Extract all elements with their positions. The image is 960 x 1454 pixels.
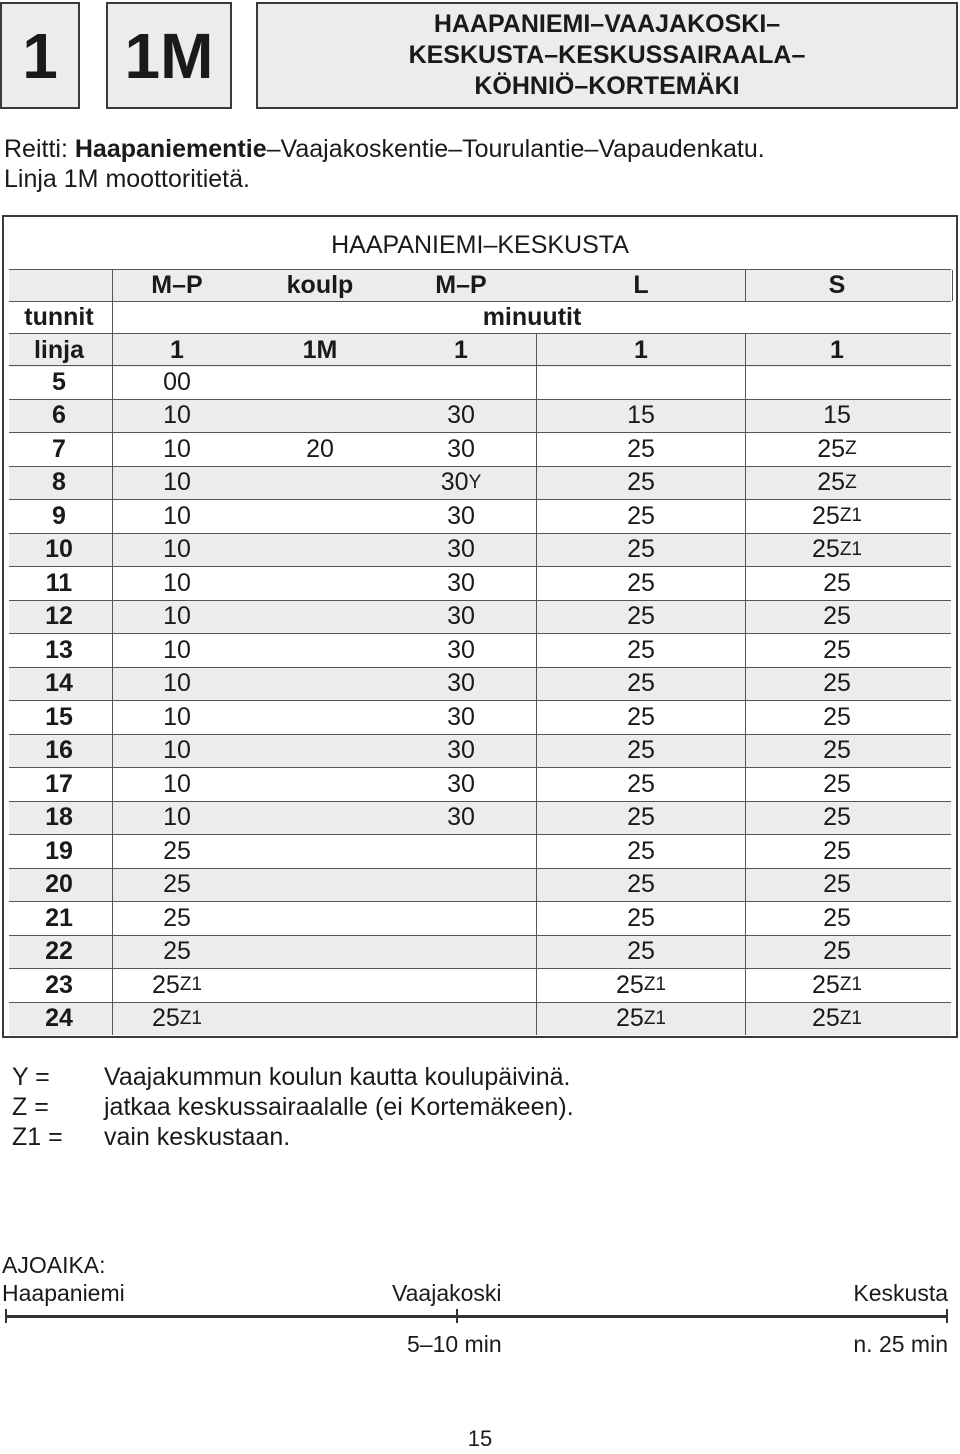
table-row bbox=[9, 1002, 951, 1036]
minute-cell bbox=[260, 467, 380, 500]
column-divider bbox=[536, 467, 537, 500]
legend-key: Z1 = bbox=[12, 1123, 63, 1151]
minute-cell bbox=[401, 936, 521, 969]
hour-cell: 12 bbox=[45, 602, 73, 631]
minute-cell: 25 Z1 bbox=[812, 501, 862, 530]
day-type-row bbox=[9, 269, 951, 301]
minute-cell: 10 bbox=[163, 736, 191, 765]
legend-key: Z = bbox=[12, 1093, 49, 1121]
minute-cell: 25 Z1 bbox=[812, 535, 862, 564]
column-divider bbox=[536, 936, 537, 969]
day-type-label: L bbox=[633, 271, 649, 299]
hour-cell: 10 bbox=[45, 535, 73, 564]
column-divider bbox=[745, 601, 746, 634]
minute-cell: 25 bbox=[627, 501, 655, 530]
column-divider bbox=[536, 334, 537, 367]
column-divider bbox=[536, 433, 537, 466]
table-row bbox=[9, 834, 951, 868]
minute-cell bbox=[260, 768, 380, 801]
timetable-title-row bbox=[9, 222, 951, 269]
line-variant-box bbox=[106, 2, 232, 109]
minute-cell: 30 bbox=[447, 501, 475, 530]
minute-cell: 25 bbox=[627, 736, 655, 765]
table-row bbox=[9, 801, 951, 835]
footnote-marker: Z1 bbox=[839, 505, 862, 527]
minute-cell: 25 bbox=[627, 602, 655, 631]
footnote-marker: Z1 bbox=[643, 974, 666, 996]
minute-cell: 10 bbox=[163, 568, 191, 597]
table-row bbox=[9, 734, 951, 768]
column-divider bbox=[745, 270, 746, 301]
day-type-label: M–P bbox=[435, 271, 487, 299]
minute-cell: 25 bbox=[627, 870, 655, 899]
table-row bbox=[9, 432, 951, 466]
minute-cell: 10 bbox=[163, 803, 191, 832]
route-title-line: HAAPANIEMI–VAAJAKOSKI– bbox=[433, 10, 781, 38]
minute-cell bbox=[260, 936, 380, 969]
minute-cell: 25 bbox=[823, 702, 851, 731]
footnote-marker: Z1 bbox=[839, 974, 862, 996]
minute-cell: 25 bbox=[627, 702, 655, 731]
line-label: linja bbox=[33, 335, 84, 364]
minute-cell bbox=[401, 869, 521, 902]
column-divider bbox=[745, 668, 746, 701]
legend-text: jatkaa keskussairaalalle (ei Kortemäkeen). bbox=[104, 1093, 574, 1121]
table-row bbox=[9, 399, 951, 433]
minute-cell: 25 Z bbox=[817, 434, 857, 463]
minute-cell bbox=[260, 634, 380, 667]
legend-item bbox=[12, 1092, 574, 1122]
minute-cell: 25 bbox=[823, 736, 851, 765]
axis-tick bbox=[946, 1309, 948, 1323]
minute-cell: 10 bbox=[163, 468, 191, 497]
minute-cell: 30 bbox=[447, 803, 475, 832]
column-divider bbox=[536, 601, 537, 634]
minute-cell bbox=[401, 366, 521, 399]
minute-cell bbox=[401, 969, 521, 1002]
minute-cell bbox=[581, 366, 701, 399]
footnote-marker: Z bbox=[845, 471, 857, 493]
page-number: 15 bbox=[467, 1426, 493, 1451]
minute-cell: 25 bbox=[823, 568, 851, 597]
column-divider bbox=[745, 969, 746, 1002]
table-row bbox=[9, 901, 951, 935]
minute-cell: 25 bbox=[823, 602, 851, 631]
minute-cell: 30 bbox=[447, 736, 475, 765]
column-divider bbox=[536, 735, 537, 768]
column-divider bbox=[745, 366, 746, 399]
column-divider bbox=[745, 500, 746, 533]
column-divider bbox=[745, 433, 746, 466]
travel-time-title: AJOAIKA: bbox=[2, 1252, 106, 1278]
column-divider bbox=[745, 634, 746, 667]
minute-cell: 25 bbox=[627, 903, 655, 932]
minute-cell: 25 bbox=[627, 769, 655, 798]
hour-cell: 20 bbox=[45, 870, 73, 899]
line-number-cell: 1 bbox=[454, 335, 468, 364]
footnote-marker: Z1 bbox=[839, 1007, 862, 1029]
minute-cell: 10 bbox=[163, 635, 191, 664]
minute-cell: 30 bbox=[447, 635, 475, 664]
line-number: 1 bbox=[22, 19, 58, 92]
footnote-marker: Z1 bbox=[839, 538, 862, 560]
hours-label: tunnit bbox=[24, 303, 94, 331]
minute-cell: 10 bbox=[163, 769, 191, 798]
line-number-cell: 1 bbox=[830, 335, 844, 364]
column-divider bbox=[745, 768, 746, 801]
minute-cell: 25 bbox=[627, 535, 655, 564]
table-row bbox=[9, 767, 951, 801]
hour-cell: 22 bbox=[45, 937, 73, 966]
minute-cell bbox=[260, 869, 380, 902]
minute-cell: 25 Z1 bbox=[152, 1004, 202, 1033]
minute-cell: 10 bbox=[163, 401, 191, 430]
hour-cell: 16 bbox=[45, 736, 73, 765]
column-divider bbox=[745, 802, 746, 835]
column-divider bbox=[745, 1003, 746, 1036]
route-prefix: Reitti: bbox=[4, 135, 75, 163]
route-title-line: KÖHNIÖ–KORTEMÄKI bbox=[474, 72, 740, 100]
legend-item bbox=[12, 1062, 574, 1092]
table-row bbox=[9, 533, 951, 567]
timetable bbox=[2, 215, 958, 1038]
column-divider bbox=[536, 869, 537, 902]
column-divider bbox=[745, 869, 746, 902]
table-row bbox=[9, 700, 951, 734]
minute-cell: 25 bbox=[627, 635, 655, 664]
hour-cell: 21 bbox=[45, 903, 73, 932]
minute-cell: 30 Y bbox=[440, 468, 482, 497]
column-divider bbox=[536, 567, 537, 600]
hour-cell: 9 bbox=[52, 501, 66, 530]
day-type-label: koulp bbox=[286, 271, 354, 299]
minute-cell: 10 bbox=[163, 602, 191, 631]
table-row bbox=[9, 968, 951, 1002]
table-row bbox=[9, 667, 951, 701]
minute-cell: 25 bbox=[627, 803, 655, 832]
minute-cell bbox=[260, 1003, 380, 1036]
route-bold-street: Haapaniementie bbox=[74, 135, 267, 163]
column-divider bbox=[536, 668, 537, 701]
travel-time-axis bbox=[6, 1315, 948, 1318]
minute-cell bbox=[260, 668, 380, 701]
column-divider bbox=[952, 270, 953, 301]
minute-cell: 30 bbox=[447, 602, 475, 631]
minutes-label: minuutit bbox=[482, 303, 582, 331]
units-row bbox=[9, 301, 951, 333]
minute-cell bbox=[260, 735, 380, 768]
minute-cell: 00 bbox=[163, 367, 191, 396]
footnote-marker: Z1 bbox=[643, 1007, 666, 1029]
minute-cell bbox=[260, 601, 380, 634]
minute-cell: 25 bbox=[627, 836, 655, 865]
minute-cell: 25 bbox=[823, 870, 851, 899]
line-number-cell: 1 bbox=[634, 335, 648, 364]
minute-cell: 25 bbox=[163, 903, 191, 932]
minute-cell bbox=[260, 366, 380, 399]
footnote-marker: Z bbox=[845, 438, 857, 460]
minute-cell bbox=[260, 400, 380, 433]
column-divider bbox=[536, 400, 537, 433]
footnote-marker: Z1 bbox=[179, 974, 202, 996]
line-row bbox=[9, 333, 951, 367]
minute-cell: 15 bbox=[823, 401, 851, 430]
hour-cell: 13 bbox=[45, 635, 73, 664]
minute-cell bbox=[777, 366, 897, 399]
axis-tick bbox=[5, 1309, 7, 1323]
column-divider bbox=[536, 802, 537, 835]
hour-cell: 17 bbox=[45, 769, 73, 798]
column-divider bbox=[536, 1003, 537, 1036]
minute-cell: 25 bbox=[823, 769, 851, 798]
minute-cell: 30 bbox=[447, 535, 475, 564]
route-streets bbox=[4, 134, 765, 164]
route-description bbox=[4, 134, 765, 194]
minute-cell bbox=[401, 1003, 521, 1036]
footnote-marker: Y bbox=[468, 471, 482, 493]
minute-cell: 25 bbox=[627, 669, 655, 698]
column-divider bbox=[536, 902, 537, 935]
column-divider bbox=[536, 634, 537, 667]
column-divider bbox=[536, 534, 537, 567]
minute-cell: 25 bbox=[627, 937, 655, 966]
minute-cell: 30 bbox=[447, 702, 475, 731]
travel-time-value: n. 25 min bbox=[853, 1331, 948, 1357]
line-number-cell: 1M bbox=[302, 335, 338, 364]
axis-tick bbox=[456, 1309, 458, 1323]
table-row bbox=[9, 499, 951, 533]
route-note: Linja 1M moottoritietä. bbox=[4, 165, 250, 193]
route-title-line: KESKUSTA–KESKUSSAIRAALA– bbox=[408, 41, 806, 69]
minute-cell: 30 bbox=[447, 669, 475, 698]
hour-cell: 8 bbox=[52, 468, 66, 497]
minute-cell: 25 bbox=[627, 468, 655, 497]
table-row bbox=[9, 868, 951, 902]
hour-cell: 5 bbox=[52, 367, 66, 396]
minute-cell: 10 bbox=[163, 535, 191, 564]
column-divider bbox=[745, 567, 746, 600]
minute-cell: 25 bbox=[163, 937, 191, 966]
minute-cell: 10 bbox=[163, 501, 191, 530]
minute-cell: 25 bbox=[627, 568, 655, 597]
stop-label: Haapaniemi bbox=[2, 1280, 125, 1306]
minute-cell: 10 bbox=[163, 702, 191, 731]
hour-cell: 23 bbox=[45, 970, 73, 999]
minute-cell: 20 bbox=[306, 434, 334, 463]
minute-cell: 25 bbox=[823, 937, 851, 966]
minute-cell: 25 bbox=[823, 836, 851, 865]
minute-cell bbox=[260, 500, 380, 533]
column-divider bbox=[745, 334, 746, 367]
minute-cell: 25 bbox=[823, 669, 851, 698]
column-divider bbox=[745, 534, 746, 567]
column-divider bbox=[745, 936, 746, 969]
hour-cell: 15 bbox=[45, 702, 73, 731]
minute-cell: 25 bbox=[163, 836, 191, 865]
column-divider bbox=[536, 835, 537, 868]
hour-cell: 6 bbox=[52, 401, 66, 430]
minute-cell: 25 bbox=[823, 903, 851, 932]
minute-cell bbox=[260, 969, 380, 1002]
table-row bbox=[9, 600, 951, 634]
column-divider bbox=[745, 735, 746, 768]
table-row bbox=[9, 365, 951, 399]
line-variant: 1M bbox=[124, 19, 214, 92]
minute-cell bbox=[260, 802, 380, 835]
minute-cell: 25 bbox=[823, 803, 851, 832]
hour-cell: 24 bbox=[45, 1004, 73, 1033]
minute-cell: 15 bbox=[627, 401, 655, 430]
hour-cell: 11 bbox=[45, 568, 73, 597]
column-divider bbox=[536, 701, 537, 734]
table-row bbox=[9, 466, 951, 500]
minute-cell: 25 bbox=[163, 870, 191, 899]
minute-cell: 30 bbox=[447, 434, 475, 463]
travel-time-value: 5–10 min bbox=[407, 1331, 502, 1357]
route-title-box bbox=[256, 2, 958, 109]
route-rest: –Vaajakoskentie–Tourulantie–Vapaudenkatu. bbox=[266, 135, 765, 163]
hour-cell: 7 bbox=[52, 434, 66, 463]
minute-cell: 25 Z1 bbox=[616, 970, 666, 999]
table-row bbox=[9, 633, 951, 667]
column-divider bbox=[745, 467, 746, 500]
footnote-marker: Z1 bbox=[179, 1007, 202, 1029]
column-divider bbox=[745, 835, 746, 868]
minute-cell: 30 bbox=[447, 401, 475, 430]
minute-cell: 25 Z1 bbox=[616, 1004, 666, 1033]
column-divider bbox=[745, 701, 746, 734]
hour-cell: 18 bbox=[45, 803, 73, 832]
minute-cell bbox=[260, 567, 380, 600]
minute-cell: 30 bbox=[447, 769, 475, 798]
column-divider bbox=[536, 500, 537, 533]
column-divider bbox=[112, 270, 113, 301]
column-divider bbox=[536, 768, 537, 801]
minute-cell: 25 bbox=[823, 635, 851, 664]
column-divider bbox=[745, 400, 746, 433]
minute-cell: 25 bbox=[627, 434, 655, 463]
column-divider bbox=[536, 969, 537, 1002]
legend-item bbox=[12, 1122, 574, 1152]
minute-cell: 25 Z bbox=[817, 468, 857, 497]
timetable-title: HAAPANIEMI–KESKUSTA bbox=[331, 231, 629, 259]
table-row bbox=[9, 935, 951, 969]
legend-text: vain keskustaan. bbox=[104, 1123, 291, 1151]
timetable-grid bbox=[9, 222, 951, 1031]
minute-cell: 25 Z1 bbox=[152, 970, 202, 999]
minute-cell bbox=[260, 902, 380, 935]
minute-cell: 25 Z1 bbox=[812, 970, 862, 999]
stop-label: Vaajakoski bbox=[392, 1280, 502, 1306]
stop-label: Keskusta bbox=[853, 1280, 948, 1306]
minute-cell bbox=[260, 701, 380, 734]
minute-cell bbox=[401, 835, 521, 868]
line-number-cell: 1 bbox=[170, 335, 184, 364]
hour-cell: 14 bbox=[45, 669, 73, 698]
minute-cell: 10 bbox=[163, 434, 191, 463]
table-row bbox=[9, 566, 951, 600]
minute-cell: 10 bbox=[163, 669, 191, 698]
column-divider bbox=[536, 366, 537, 399]
minute-cell bbox=[260, 835, 380, 868]
legend bbox=[12, 1062, 574, 1152]
line-number-box bbox=[0, 2, 80, 109]
minute-cell bbox=[401, 902, 521, 935]
column-divider bbox=[745, 902, 746, 935]
legend-text: Vaajakummun koulun kautta koulupäivinä. bbox=[104, 1063, 571, 1091]
minute-cell: 30 bbox=[447, 568, 475, 597]
day-type-label: M–P bbox=[151, 271, 203, 299]
minute-cell: 25 Z1 bbox=[812, 1004, 862, 1033]
minute-cell bbox=[260, 534, 380, 567]
legend-key: Y = bbox=[12, 1063, 50, 1091]
hour-cell: 19 bbox=[45, 836, 73, 865]
day-type-label: S bbox=[828, 271, 846, 299]
